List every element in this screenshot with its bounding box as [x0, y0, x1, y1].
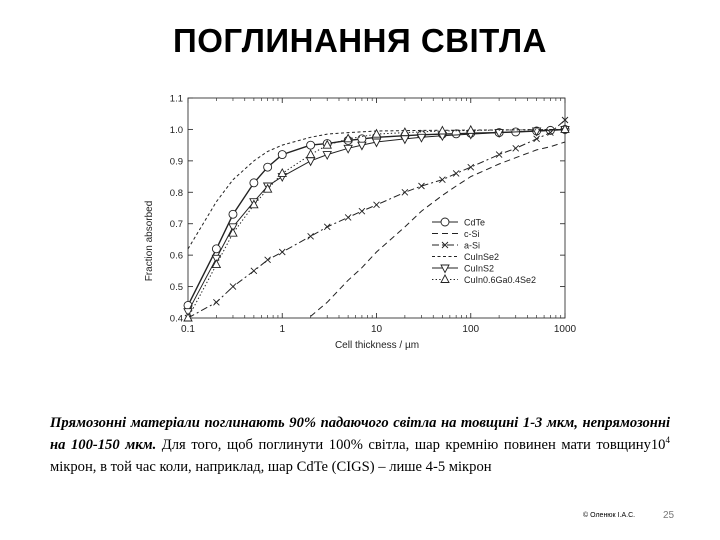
caption-text-2: мікрон, в той час коли, наприклад, шар CdTe (CIGS) – лише 4-5 мікрон	[50, 459, 492, 475]
data-point	[345, 214, 351, 220]
caption-paragraph	[50, 412, 670, 478]
x-tick-label: 0.1	[181, 324, 195, 335]
data-point	[468, 164, 474, 170]
data-point	[307, 158, 315, 166]
data-point	[513, 145, 519, 151]
page-number: 25	[663, 510, 675, 521]
legend-label: CuInS2	[464, 263, 495, 274]
legend-label: CuIn0.6Ga0.4Se2	[464, 275, 537, 285]
absorption-chart	[140, 86, 580, 356]
data-point	[401, 128, 409, 136]
slide-title: ПОГЛИНАННЯ СВІТЛА	[172, 22, 547, 59]
x-tick-label: 1000	[553, 324, 577, 335]
data-point	[250, 179, 258, 187]
data-point	[307, 150, 315, 158]
data-point	[418, 183, 424, 189]
data-point	[496, 152, 502, 158]
y-tick-label: 0.8	[169, 187, 183, 199]
data-point	[441, 218, 449, 226]
data-point	[308, 233, 314, 239]
x-tick-label: 10	[370, 324, 383, 335]
data-point	[307, 141, 315, 149]
data-point	[278, 169, 286, 177]
data-point	[438, 127, 446, 135]
legend	[428, 214, 556, 285]
data-point	[213, 299, 219, 305]
data-point	[265, 257, 271, 263]
legend-label: c-Si	[464, 229, 480, 239]
copyright-note: © Оленюк І.А.С.	[583, 512, 636, 519]
data-point	[439, 177, 445, 183]
data-point	[358, 135, 366, 143]
x-axis-label: Cell thickness / µm	[334, 340, 420, 351]
data-point	[230, 284, 236, 290]
y-tick-label: 0.9	[169, 156, 183, 168]
data-point	[212, 245, 220, 253]
caption-superscript: 4	[665, 435, 670, 446]
y-tick-label: 1.1	[169, 93, 183, 105]
data-point	[373, 130, 381, 138]
data-point	[251, 268, 257, 274]
caption-text-1: Для того, щоб поглинути 100% світла, шар кремнію повинен мати товщину10	[156, 437, 666, 453]
y-axis-label: Fraction absorbed	[144, 200, 155, 282]
y-tick-label: 0.7	[169, 219, 183, 231]
data-point	[453, 170, 459, 176]
data-point	[229, 210, 237, 218]
data-point	[374, 202, 380, 208]
y-tick-label: 0.4	[169, 313, 183, 325]
data-point	[264, 163, 272, 171]
data-point	[534, 136, 540, 142]
data-point	[402, 189, 408, 195]
data-point	[279, 249, 285, 255]
data-point	[324, 224, 330, 230]
x-tick-label: 1	[279, 324, 286, 335]
y-tick-label: 0.5	[169, 282, 183, 294]
x-tick-label: 100	[462, 324, 480, 335]
caption-emphasis: Прямозонні матеріали поглинають 90% падаючого світла на товщині 1-3 мкм, непрямозонні на 100-150 мкм.	[50, 415, 670, 453]
y-tick-label: 0.6	[169, 250, 183, 262]
legend-label: a-Si	[464, 240, 481, 251]
legend-label: CdTe	[464, 217, 486, 228]
y-tick-label: 1.0	[169, 124, 183, 136]
legend-label: CuInSe2	[464, 252, 500, 262]
data-point	[278, 151, 286, 159]
data-point	[184, 314, 192, 322]
data-point	[359, 208, 365, 214]
